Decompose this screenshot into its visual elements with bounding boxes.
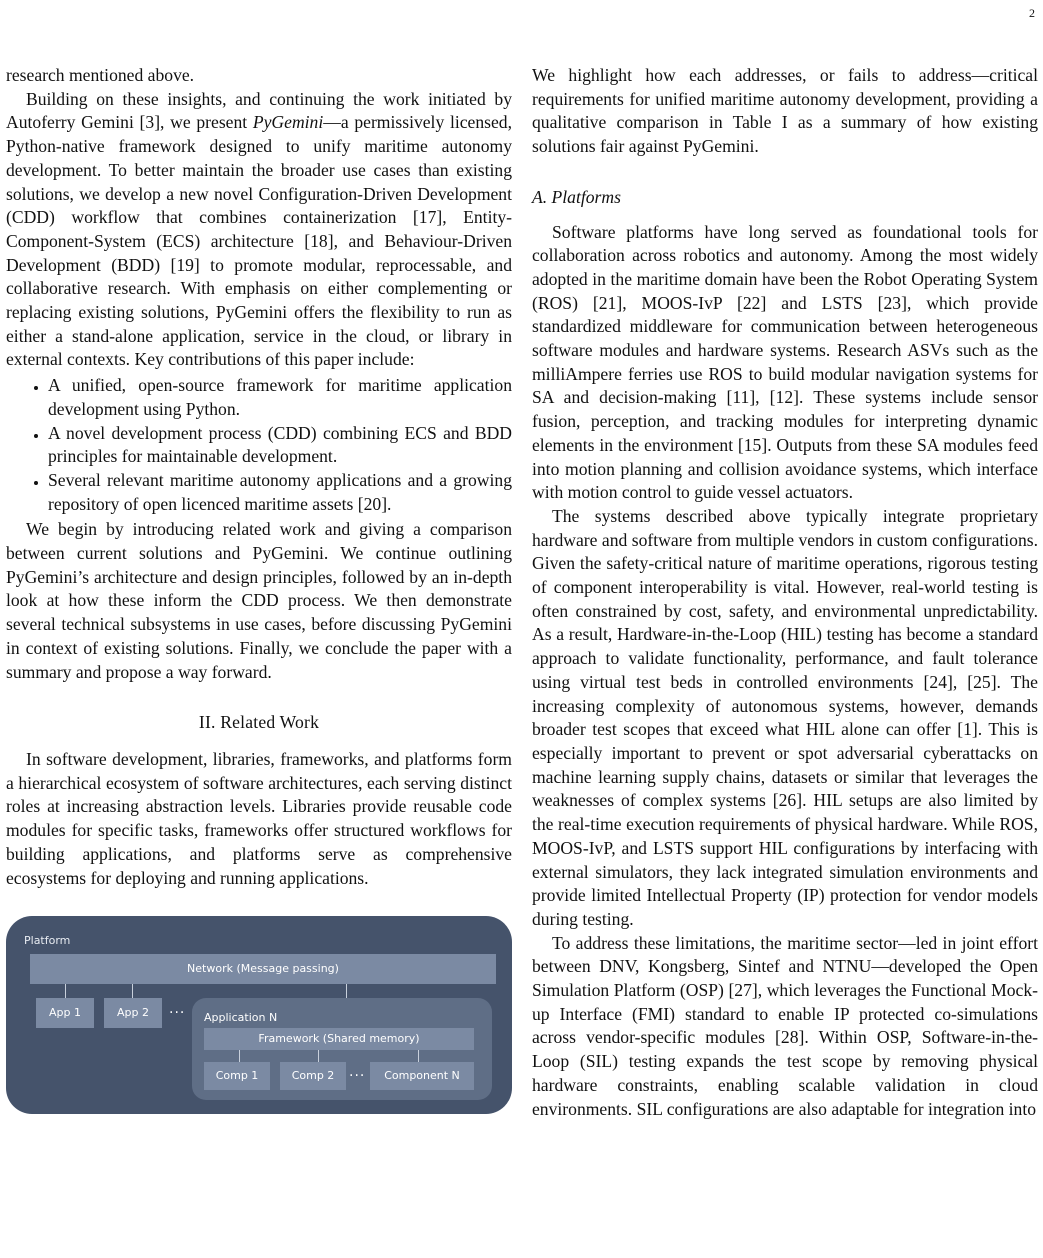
- paragraph-osp: To address these limitations, the maritime sector—led in joint effort between DNV, Kongsberg, Sintef and NTNU—developed the Open Simulation Platform (OSP) [27], which leverages the Functional Mock-up Interface (FMI) standard to enable IP protected co-simulations across vendor-specific modules [28]. Within OSP, Software-in-the-Loop (SIL) testing expands the test scope by removing physical hardware constraints, enabling scalable validation in cloud environments. SIL configurations are also adaptable for integration into: [532, 932, 1038, 1119]
- connector-line: [418, 1050, 419, 1062]
- subsection-title: A. Platforms: [532, 186, 621, 207]
- connector-line: [132, 984, 133, 998]
- contributions-list: [6, 374, 512, 516]
- network-box: Network (Message passing): [30, 954, 496, 984]
- paragraph-text: Building on these insights, and continuing the work initiated by Autoferry Gemini [3], we present: [6, 88, 512, 133]
- pygemini-emphasis: PyGemini: [252, 112, 324, 133]
- architecture-figure: [6, 916, 512, 1114]
- list-item: • Several relevant maritime autonomy applications and a growing repository of open licenced maritime assets [20].: [48, 469, 512, 516]
- right-column: [532, 64, 1038, 1121]
- component-n-box: Component N: [370, 1062, 474, 1090]
- paragraph-pygemini-intro: [6, 88, 512, 372]
- paragraph-testing: The systems described above typically integrate proprietary hardware and software from multiple vendors in custom configurations. Given the safety-critical nature of maritime operations, rigorous testing of component interoperability is vital. However, real-world testing is often constrained by cost, safety, and environmental unpredictability. As a result, Hardware-in-the-Loop (HIL) testing has become a standard approach to validate functionality, performance, and fault tolerance using virtual test beds in controlled environments [24], [25]. The increasing complexity of autonomous systems, however, demands broader test scopes that exceed what HIL alone can offer [1]. This is especially important to prevent or spot adversarial cyberattacks on machine learning supply chains, datasets or similar that leverages the weaknesses of complex systems [26]. HIL setups are also limited by the real-time execution requirements of physical hardware. While ROS, MOOS-IvP, and LSTS support HIL configurations by interfacing with external simulators, they lack integrated simulation environments and provide limited Intellectual Property (IP) protection for vendor models during testing.: [532, 505, 1038, 929]
- paragraph-comparison: We highlight how each addresses, or fails to address—critical requirements for unified maritime autonomy development, providing a qualitative comparison in Table I as a summary of how existing solutions fair against PyGemini.: [532, 65, 1038, 157]
- comp2-box: Comp 2: [280, 1062, 346, 1090]
- framework-box: Framework (Shared memory): [204, 1028, 474, 1050]
- connector-line: [346, 984, 347, 998]
- paragraph-outline: We begin by introducing related work and giving a comparison between current solutions and PyGemini. We continue outlining PyGemini’s architecture and design principles, followed by an in-depth look at how these inform the CDD process. We then demonstrate several technical subsystems in use cases, before discussing PyGemini in context of existing solutions. Finally, we conclude the paper with a summary and propose a way forward.: [6, 519, 512, 682]
- app2-box: App 2: [104, 998, 162, 1028]
- section-title: II. Related Work: [198, 712, 320, 733]
- page-number: 2: [1029, 6, 1035, 20]
- comp1-box: Comp 1: [204, 1062, 270, 1090]
- connector-line: [318, 1050, 319, 1062]
- connector-line: [239, 1050, 240, 1062]
- ellipsis: ···: [349, 1068, 366, 1085]
- connector-line: [65, 984, 66, 998]
- platform-label: Platform: [24, 934, 71, 948]
- left-column: [6, 64, 512, 1114]
- app1-box: App 1: [36, 998, 94, 1028]
- list-item: • A unified, open-source framework for maritime application development using Python.: [48, 374, 512, 421]
- paragraph-intro-end: research mentioned above.: [6, 65, 195, 85]
- paragraph-related-work: In software development, libraries, frameworks, and platforms form a hierarchical ecosystem of software architectures, each serving distinct roles at increasing abstraction levels. Libraries provide reusable code modules for specific tasks, frameworks offer structured workflows for building applications, and platforms serve as comprehensive ecosystems for deploying and running applications.: [6, 748, 512, 888]
- paragraph-platforms: Software platforms have long served as foundational tools for collaboration across robotics and autonomy. Among the most widely adopted in the maritime domain have been the Robot Operating System (ROS) [21], MOOS-IvP [22] and LSTS [23], which provide standardized middleware for communication between heterogeneous software modules and hardware systems. Research ASVs such as the milliAmpere ferries use ROS to build modular navigation systems for SA and decision-making [11], [12]. These systems include sensor fusion, perception, and tracking modules for interpreting dynamic elements in the environment [15]. Outputs from these SA modules feed into motion planning and collision avoidance systems, which interface with motion control to guide vessel actuators.: [532, 221, 1038, 503]
- ellipsis: ···: [169, 1005, 186, 1022]
- paragraph-text: —a permissively licensed, Python-native framework designed to unify maritime autonomy development. To better maintain the broader use cases than existing solutions, we develop a new novel Configuration-Driven Development (CDD) workflow that combines containerization [17], Entity-Component-System (ECS) architecture [18], and Behaviour-Driven Development (BDD) [19] to promote modular, reprocessable, and collaborative research. With emphasis on either complementing or replacing existing solutions, PyGemini offers the flexibility to run as either a stand-alone application, service in the cloud, or library in external contexts. Key contributions of this paper include:: [6, 112, 512, 370]
- application-n-label: Application N: [204, 1011, 278, 1025]
- list-item: • A novel development process (CDD) combining ECS and BDD principles for maintainable development.: [48, 422, 512, 469]
